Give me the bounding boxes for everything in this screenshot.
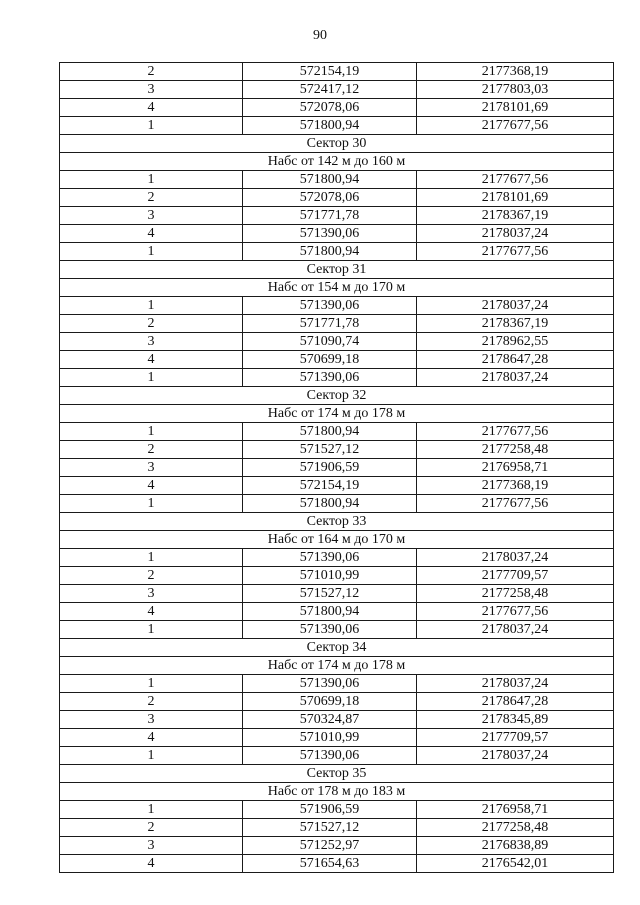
point-number-cell: 3 xyxy=(60,207,243,225)
section-header-row xyxy=(60,153,614,171)
point-number-cell: 2 xyxy=(60,189,243,207)
x-coordinate-cell: 572154,19 xyxy=(243,63,417,81)
section-header-row xyxy=(60,657,614,675)
section-header-cell: Набс от 142 м до 160 м xyxy=(60,153,614,171)
x-coordinate-cell: 570699,18 xyxy=(243,693,417,711)
x-coordinate-cell: 571800,94 xyxy=(243,423,417,441)
table-row xyxy=(60,81,614,99)
x-coordinate-cell: 570324,87 xyxy=(243,711,417,729)
section-header-cell: Набс от 174 м до 178 м xyxy=(60,405,614,423)
point-number-cell: 1 xyxy=(60,747,243,765)
table-row xyxy=(60,351,614,369)
y-coordinate-cell: 2178367,19 xyxy=(417,207,614,225)
point-number-cell: 1 xyxy=(60,117,243,135)
x-coordinate-cell: 571527,12 xyxy=(243,585,417,603)
point-number-cell: 3 xyxy=(60,711,243,729)
section-header-cell: Сектор 31 xyxy=(60,261,614,279)
point-number-cell: 4 xyxy=(60,855,243,873)
y-coordinate-cell: 2177677,56 xyxy=(417,171,614,189)
point-number-cell: 4 xyxy=(60,351,243,369)
x-coordinate-cell: 571654,63 xyxy=(243,855,417,873)
point-number-cell: 3 xyxy=(60,81,243,99)
section-header-row xyxy=(60,765,614,783)
y-coordinate-cell: 2176542,01 xyxy=(417,855,614,873)
table-row xyxy=(60,441,614,459)
y-coordinate-cell: 2177677,56 xyxy=(417,495,614,513)
point-number-cell: 2 xyxy=(60,63,243,81)
section-header-cell: Набс от 178 м до 183 м xyxy=(60,783,614,801)
table-row xyxy=(60,801,614,819)
y-coordinate-cell: 2177368,19 xyxy=(417,63,614,81)
table-row xyxy=(60,477,614,495)
x-coordinate-cell: 571390,06 xyxy=(243,621,417,639)
x-coordinate-cell: 572078,06 xyxy=(243,99,417,117)
y-coordinate-cell: 2178101,69 xyxy=(417,189,614,207)
table-row xyxy=(60,585,614,603)
y-coordinate-cell: 2177803,03 xyxy=(417,81,614,99)
x-coordinate-cell: 571527,12 xyxy=(243,441,417,459)
y-coordinate-cell: 2177709,57 xyxy=(417,729,614,747)
point-number-cell: 3 xyxy=(60,333,243,351)
x-coordinate-cell: 570699,18 xyxy=(243,351,417,369)
table-row xyxy=(60,423,614,441)
y-coordinate-cell: 2178345,89 xyxy=(417,711,614,729)
y-coordinate-cell: 2177677,56 xyxy=(417,243,614,261)
point-number-cell: 2 xyxy=(60,693,243,711)
table-row xyxy=(60,549,614,567)
table-row xyxy=(60,225,614,243)
section-header-row xyxy=(60,783,614,801)
x-coordinate-cell: 571527,12 xyxy=(243,819,417,837)
table-row xyxy=(60,369,614,387)
x-coordinate-cell: 571800,94 xyxy=(243,495,417,513)
table-row xyxy=(60,819,614,837)
point-number-cell: 2 xyxy=(60,441,243,459)
table-row xyxy=(60,315,614,333)
x-coordinate-cell: 571390,06 xyxy=(243,297,417,315)
point-number-cell: 2 xyxy=(60,567,243,585)
section-header-row xyxy=(60,639,614,657)
x-coordinate-cell: 571906,59 xyxy=(243,459,417,477)
y-coordinate-cell: 2178037,24 xyxy=(417,225,614,243)
x-coordinate-cell: 571252,97 xyxy=(243,837,417,855)
x-coordinate-cell: 571390,06 xyxy=(243,675,417,693)
point-number-cell: 1 xyxy=(60,297,243,315)
section-header-cell: Сектор 30 xyxy=(60,135,614,153)
y-coordinate-cell: 2178647,28 xyxy=(417,351,614,369)
x-coordinate-cell: 571800,94 xyxy=(243,603,417,621)
x-coordinate-cell: 572417,12 xyxy=(243,81,417,99)
y-coordinate-cell: 2176838,89 xyxy=(417,837,614,855)
table-row xyxy=(60,459,614,477)
y-coordinate-cell: 2178037,24 xyxy=(417,369,614,387)
x-coordinate-cell: 571800,94 xyxy=(243,171,417,189)
table-row xyxy=(60,675,614,693)
y-coordinate-cell: 2177677,56 xyxy=(417,423,614,441)
section-header-row xyxy=(60,135,614,153)
x-coordinate-cell: 571010,99 xyxy=(243,567,417,585)
x-coordinate-cell: 571800,94 xyxy=(243,117,417,135)
y-coordinate-cell: 2177709,57 xyxy=(417,567,614,585)
y-coordinate-cell: 2177258,48 xyxy=(417,585,614,603)
table-row xyxy=(60,243,614,261)
y-coordinate-cell: 2178037,24 xyxy=(417,621,614,639)
table-row xyxy=(60,189,614,207)
y-coordinate-cell: 2178037,24 xyxy=(417,747,614,765)
point-number-cell: 1 xyxy=(60,621,243,639)
y-coordinate-cell: 2178647,28 xyxy=(417,693,614,711)
section-header-cell: Сектор 34 xyxy=(60,639,614,657)
section-header-row xyxy=(60,261,614,279)
x-coordinate-cell: 571771,78 xyxy=(243,315,417,333)
x-coordinate-cell: 571906,59 xyxy=(243,801,417,819)
table-row xyxy=(60,171,614,189)
table-row xyxy=(60,99,614,117)
section-header-row xyxy=(60,387,614,405)
section-header-row xyxy=(60,405,614,423)
table-row xyxy=(60,495,614,513)
x-coordinate-cell: 571390,06 xyxy=(243,747,417,765)
y-coordinate-cell: 2178037,24 xyxy=(417,675,614,693)
y-coordinate-cell: 2178101,69 xyxy=(417,99,614,117)
table-row xyxy=(60,729,614,747)
y-coordinate-cell: 2176958,71 xyxy=(417,459,614,477)
x-coordinate-cell: 571390,06 xyxy=(243,369,417,387)
y-coordinate-cell: 2178367,19 xyxy=(417,315,614,333)
point-number-cell: 3 xyxy=(60,459,243,477)
section-header-cell: Набс от 154 м до 170 м xyxy=(60,279,614,297)
point-number-cell: 3 xyxy=(60,585,243,603)
table-row xyxy=(60,333,614,351)
y-coordinate-cell: 2178037,24 xyxy=(417,297,614,315)
x-coordinate-cell: 572078,06 xyxy=(243,189,417,207)
table-row xyxy=(60,855,614,873)
table-row xyxy=(60,621,614,639)
y-coordinate-cell: 2178962,55 xyxy=(417,333,614,351)
x-coordinate-cell: 572154,19 xyxy=(243,477,417,495)
point-number-cell: 4 xyxy=(60,225,243,243)
point-number-cell: 3 xyxy=(60,837,243,855)
coordinates-table-body xyxy=(60,63,614,873)
x-coordinate-cell: 571390,06 xyxy=(243,225,417,243)
y-coordinate-cell: 2177677,56 xyxy=(417,117,614,135)
y-coordinate-cell: 2177258,48 xyxy=(417,819,614,837)
table-row xyxy=(60,117,614,135)
point-number-cell: 1 xyxy=(60,423,243,441)
x-coordinate-cell: 571771,78 xyxy=(243,207,417,225)
y-coordinate-cell: 2177368,19 xyxy=(417,477,614,495)
point-number-cell: 4 xyxy=(60,729,243,747)
section-header-cell: Сектор 32 xyxy=(60,387,614,405)
y-coordinate-cell: 2177677,56 xyxy=(417,603,614,621)
point-number-cell: 1 xyxy=(60,675,243,693)
point-number-cell: 4 xyxy=(60,603,243,621)
section-header-row xyxy=(60,279,614,297)
table-row xyxy=(60,711,614,729)
point-number-cell: 1 xyxy=(60,369,243,387)
table-row xyxy=(60,567,614,585)
y-coordinate-cell: 2178037,24 xyxy=(417,549,614,567)
point-number-cell: 2 xyxy=(60,315,243,333)
coordinates-table xyxy=(59,62,614,873)
table-row xyxy=(60,603,614,621)
point-number-cell: 4 xyxy=(60,99,243,117)
point-number-cell: 1 xyxy=(60,801,243,819)
section-header-cell: Набс от 164 м до 170 м xyxy=(60,531,614,549)
y-coordinate-cell: 2177258,48 xyxy=(417,441,614,459)
table-row xyxy=(60,207,614,225)
table-row xyxy=(60,63,614,81)
section-header-row xyxy=(60,531,614,549)
x-coordinate-cell: 571390,06 xyxy=(243,549,417,567)
point-number-cell: 2 xyxy=(60,819,243,837)
x-coordinate-cell: 571010,99 xyxy=(243,729,417,747)
x-coordinate-cell: 571090,74 xyxy=(243,333,417,351)
table-row xyxy=(60,747,614,765)
table-row xyxy=(60,837,614,855)
point-number-cell: 4 xyxy=(60,477,243,495)
section-header-cell: Сектор 33 xyxy=(60,513,614,531)
point-number-cell: 1 xyxy=(60,171,243,189)
point-number-cell: 1 xyxy=(60,495,243,513)
point-number-cell: 1 xyxy=(60,549,243,567)
section-header-cell: Сектор 35 xyxy=(60,765,614,783)
point-number-cell: 1 xyxy=(60,243,243,261)
section-header-cell: Набс от 174 м до 178 м xyxy=(60,657,614,675)
table-row xyxy=(60,693,614,711)
page-number: 90 xyxy=(313,28,327,43)
section-header-row xyxy=(60,513,614,531)
y-coordinate-cell: 2176958,71 xyxy=(417,801,614,819)
x-coordinate-cell: 571800,94 xyxy=(243,243,417,261)
table-row xyxy=(60,297,614,315)
